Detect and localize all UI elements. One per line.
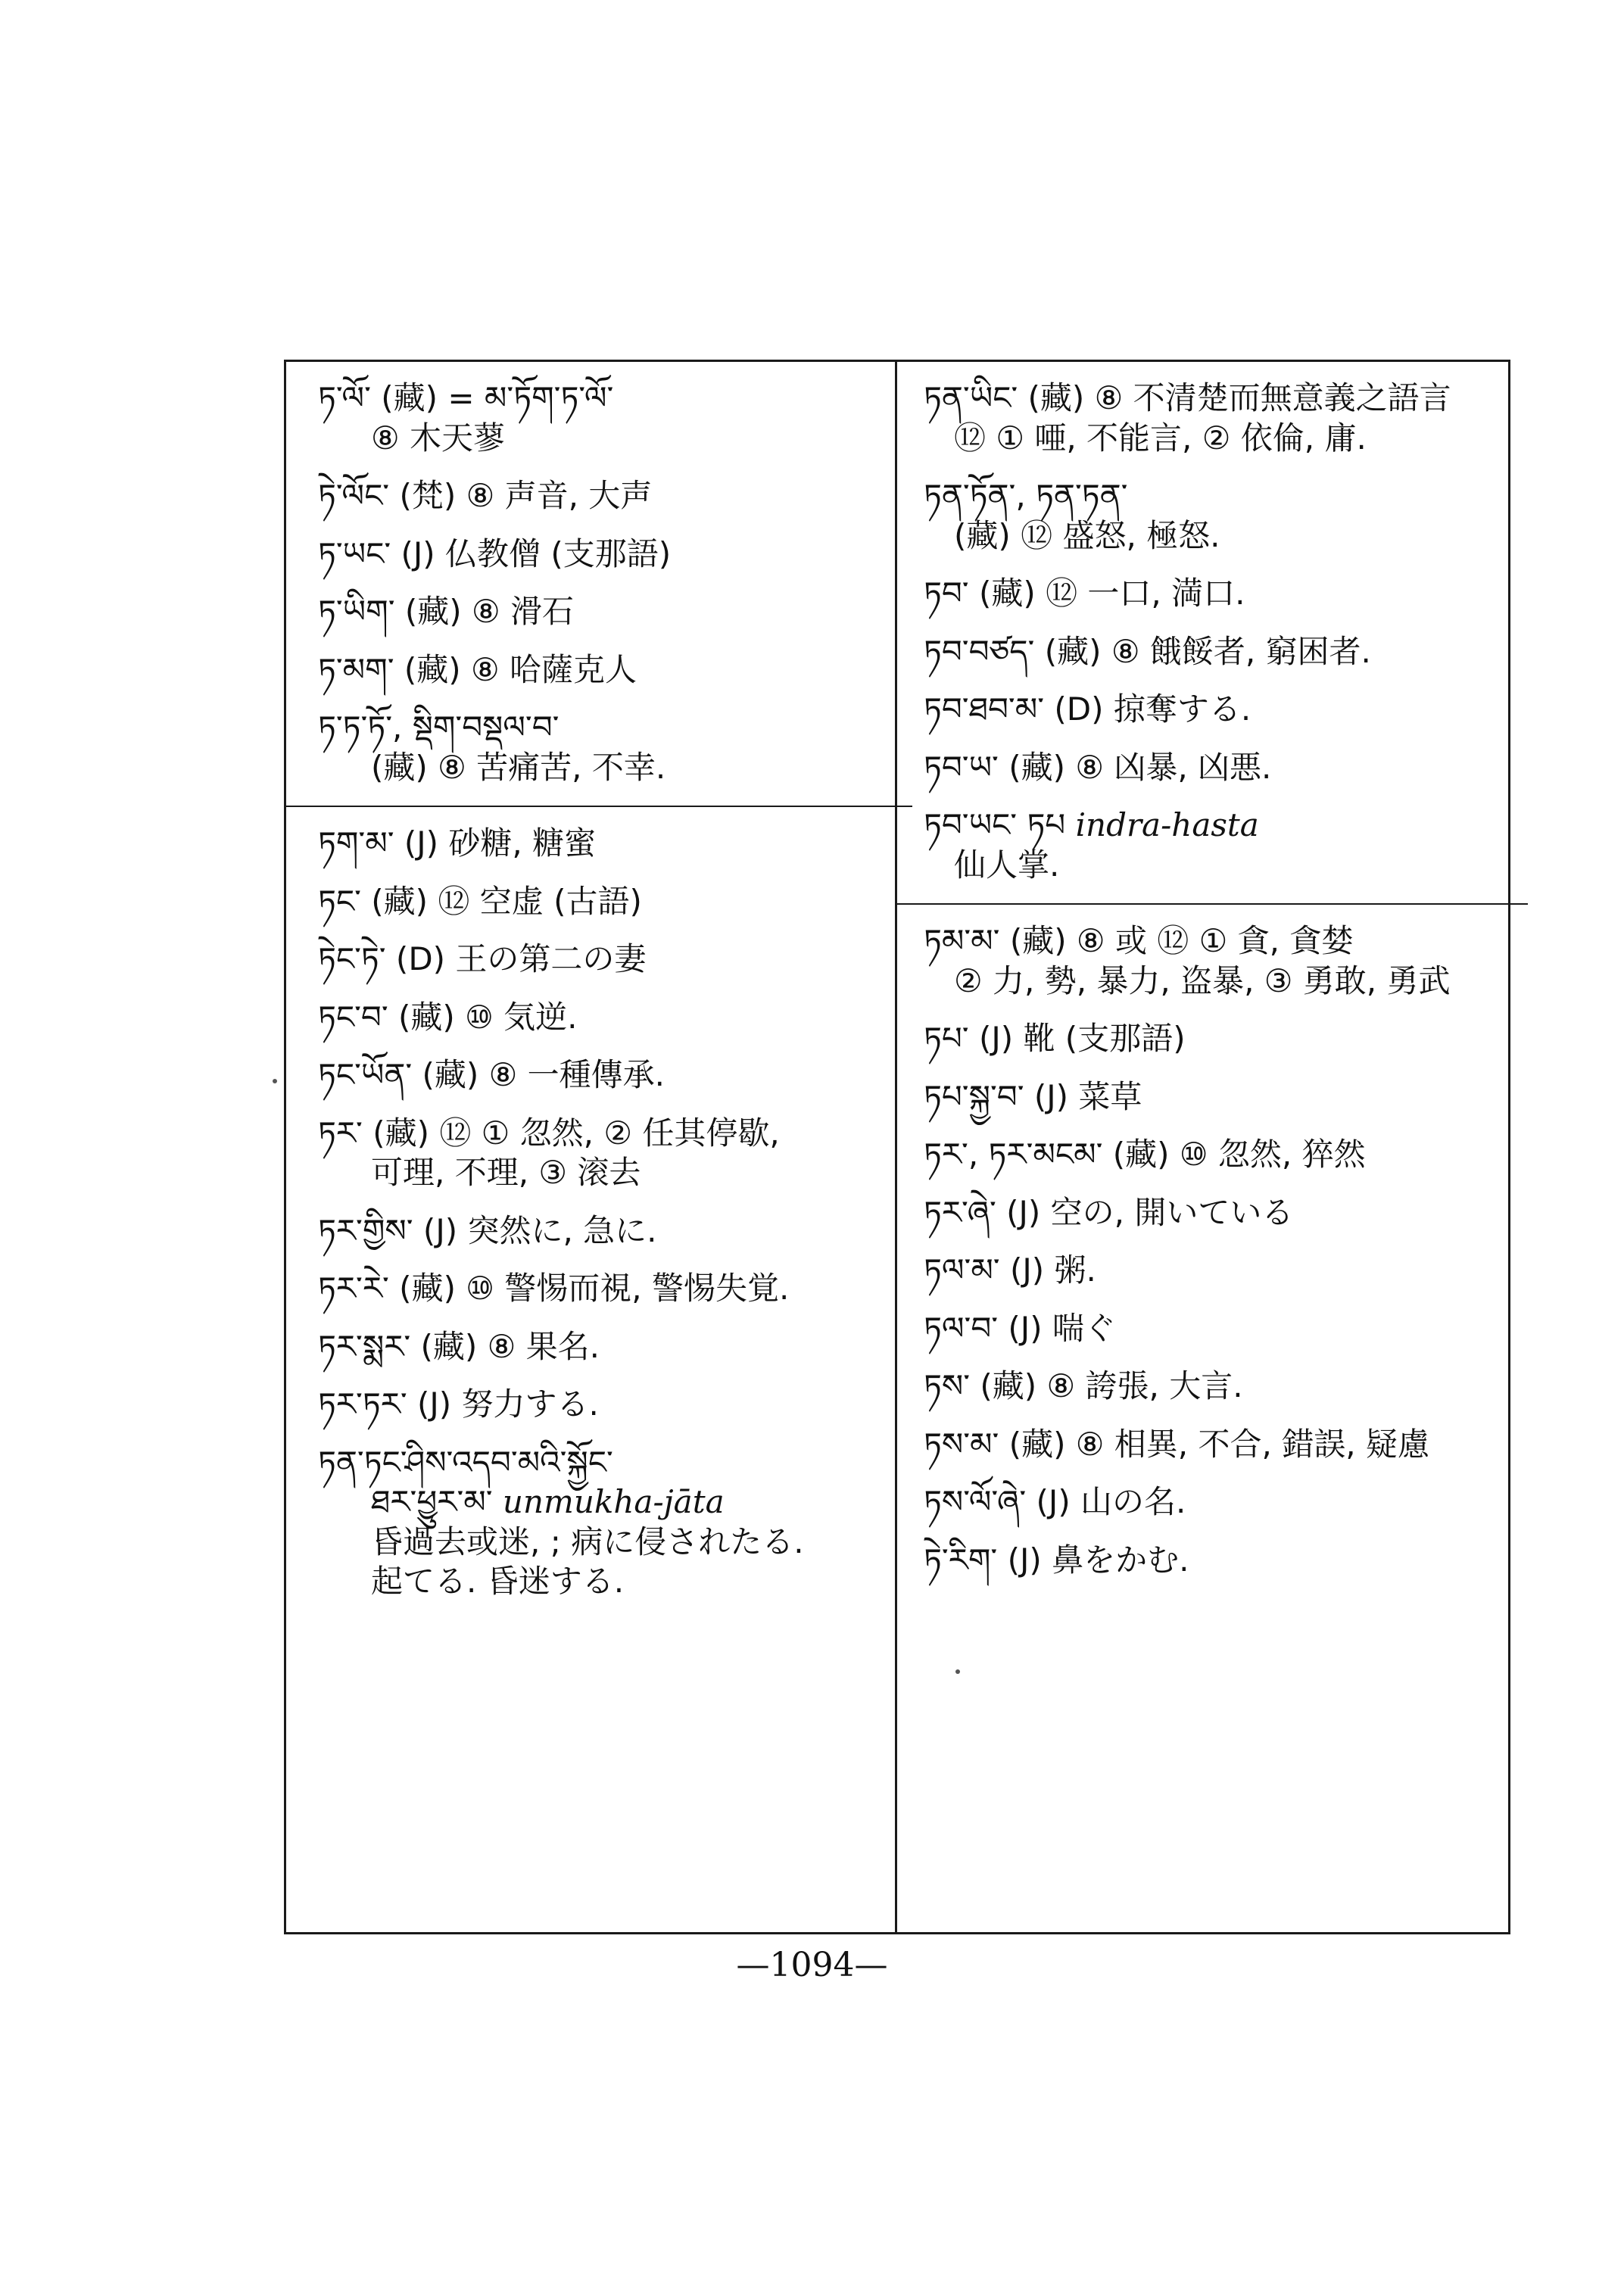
entry-definition-line: ② 力, 勢, 暴力, 盗暴, ③ 勇敢, 勇武: [954, 962, 1451, 999]
dictionary-entry: [924, 379, 1499, 458]
dictionary-entry: [318, 1327, 878, 1367]
entry-headword-line: ཏང་ (藏) ⑫ 空虚 (古語): [318, 882, 642, 920]
entry-headword-line: ཏལ་བ་ (J) 喘ぐ: [924, 1309, 1116, 1347]
entry-headword-line: ཏང་ཡོན་ (藏) ⑧ 一種傳承.: [318, 1056, 665, 1093]
entry-definition-line: ཐར་ཕྱུར་མ་ unmukha-jāta: [371, 1483, 725, 1520]
dictionary-entry: [924, 632, 1499, 672]
entry-headword-line: ཏེ་རིག་ (J) 鼻をかむ.: [924, 1541, 1189, 1579]
entry-headword-line: ཏས་ལོ་ཞེ་ (J) 山の名.: [924, 1483, 1186, 1520]
dictionary-entry: [318, 535, 878, 575]
column-divider: [895, 362, 897, 1932]
entry-headword-line: ཏར་, ཏར་མངམ་ (藏) ⑩ 忽然, 猝然: [924, 1136, 1366, 1173]
dictionary-entry: [318, 1211, 878, 1251]
entry-headword-line: ཏས་ (藏) ⑧ 誇張, 大言.: [924, 1367, 1243, 1404]
dictionary-entry: [924, 1251, 1499, 1291]
entry-headword-line: ཏ་ཏ་ཏོ་, སྡིག་བསྡལ་བ་: [318, 709, 560, 746]
dictionary-entry: [318, 1114, 878, 1193]
entry-headword-line: ཏཔ་སྐྱ་བ་ (J) 菜草: [924, 1077, 1142, 1115]
entry-headword-line: ཏབ་ཐབ་མ་ (D) 掠奪する.: [924, 690, 1252, 728]
dictionary-entry: [318, 1269, 878, 1309]
dictionary-entry: [924, 1135, 1499, 1175]
dictionary-entry: [318, 592, 878, 632]
entry-headword-line: ཏ་ཡང་ (J) 仏教僧 (支那語): [318, 535, 672, 572]
page-number: —1094—: [736, 1946, 888, 1984]
dictionary-entry: [318, 1443, 878, 1602]
entry-headword-line: ཏབ་ (藏) ⑫ 一口, 満口.: [924, 575, 1245, 612]
dictionary-entry: [924, 1541, 1499, 1581]
scan-speck: [955, 1669, 960, 1674]
dictionary-entry: [924, 1077, 1499, 1117]
entry-headword-line: ཏན་ཡིང་ (藏) ⑧ 不清楚而無意義之語言: [924, 379, 1451, 416]
dictionary-entry: [318, 1385, 878, 1425]
entry-headword-line: ཏཔ་ (J) 靴 (支那語): [924, 1020, 1186, 1057]
dictionary-entry: [924, 748, 1499, 788]
dictionary-entry: [924, 1367, 1499, 1407]
dictionary-entry: [318, 650, 878, 690]
entry-definition-line: (藏) ⑫ 盛怒, 極怒.: [954, 516, 1220, 554]
right-column: [924, 379, 1499, 1598]
entry-headword-line: ཏབ་ཡང་ ཏཔ indra-hasta: [924, 806, 1259, 843]
entry-definition-line: (藏) ⑧ 苦痛苦, 不幸.: [371, 748, 666, 786]
entry-definition-line: 昏過去或迷, ; 病に侵されたる.: [371, 1523, 804, 1560]
dictionary-entry: [318, 476, 878, 516]
left-column: [318, 379, 878, 1620]
entry-headword-line: ཏ་མག་ (藏) ⑧ 哈薩克人: [318, 650, 637, 688]
entry-headword-line: ཏར་གྱིས་ (J) 突然に, 急に.: [318, 1211, 657, 1249]
entry-headword-line: ཏར་སྨར་ (藏) ⑧ 果名.: [318, 1327, 600, 1365]
entry-headword-line: ཏང་བ་ (藏) ⑩ 気逆.: [318, 998, 578, 1036]
scan-speck: [273, 1079, 277, 1083]
entry-definition-line: ⑫ ① 唖, 不能言, ② 依倫, 庸.: [954, 419, 1367, 457]
dictionary-entry: [924, 476, 1499, 556]
entry-headword-line: ཏར་ (藏) ⑫ ① 忽然, ② 任其停歇,: [318, 1114, 780, 1152]
entry-definition-line: 仙人掌.: [954, 846, 1060, 884]
entry-headword-line: ཏེ་ལོང་ (梵) ⑧ 声音, 大声: [318, 477, 653, 514]
dictionary-entry: [924, 690, 1499, 730]
entry-definition-line: ⑧ 木天蓼: [371, 419, 506, 457]
entry-headword-line: ཏབ་ཡ་ (藏) ⑧ 凶暴, 凶悪.: [924, 748, 1272, 786]
entry-headword-line: ཏས་མ་ (藏) ⑧ 相異, 不合, 錯誤, 疑慮: [924, 1425, 1429, 1463]
dictionary-entry: [924, 921, 1499, 1001]
section-separator: [895, 903, 1528, 905]
entry-headword-line: ཏ་ཡིག་ (藏) ⑧ 滑石: [318, 593, 574, 630]
entry-headword-line: ཏན་ཏང་ཤིས་འདབ་མའི་སྐྱོང་: [318, 1443, 613, 1481]
entry-headword-line: ཏམ་མ་ (藏) ⑧ 或 ⑫ ① 貪, 貪婪: [924, 922, 1354, 959]
entry-headword-line: ཏར་རེ་ (藏) ⑩ 警惕而視, 警惕失覚.: [318, 1270, 790, 1307]
dictionary-entry: [318, 998, 878, 1038]
section-separator: [284, 806, 912, 807]
dictionary-entry: [318, 708, 878, 787]
dictionary-entry: [924, 1309, 1499, 1349]
dictionary-entry: [924, 806, 1499, 885]
dictionary-entry: [924, 1019, 1499, 1059]
dictionary-entry: [318, 882, 878, 922]
entry-headword-line: ཏར་ཏར་ (J) 努力する.: [318, 1385, 599, 1423]
entry-headword-line: ཏར་ཞེ་ (J) 空の, 開いている: [924, 1193, 1294, 1231]
dictionary-entry: [924, 1193, 1499, 1233]
entry-headword-line: ཏག་མ་ (J) 砂糖, 糖蜜: [318, 824, 597, 862]
entry-headword-line: ཏབ་བཙད་ (藏) ⑧ 餓餒者, 窮困者.: [924, 632, 1371, 670]
dictionary-entry: [924, 574, 1499, 614]
dictionary-entry: [318, 940, 878, 980]
entry-headword-line: ཏེང་ཏེ་ (D) 王の第二の妻: [318, 940, 647, 977]
entry-headword-line: ཏན་ཏོན་, ཏན་ཏན་: [924, 477, 1128, 514]
entry-headword-line: ཏལ་མ་ (J) 粥.: [924, 1251, 1096, 1289]
dictionary-entry: [924, 1425, 1499, 1465]
dictionary-entry: [318, 1055, 878, 1096]
entry-definition-line: 起てる. 昏迷する.: [371, 1563, 625, 1600]
entry-headword-line: ཏ་ལོ་ (藏) = མ་ཏོག་ཏ་ལོ་: [318, 379, 614, 416]
dictionary-entry: [924, 1482, 1499, 1523]
dictionary-entry: [318, 824, 878, 864]
entry-definition-line: 可理, 不理, ③ 滚去: [371, 1154, 641, 1191]
dictionary-entry: [318, 379, 878, 458]
